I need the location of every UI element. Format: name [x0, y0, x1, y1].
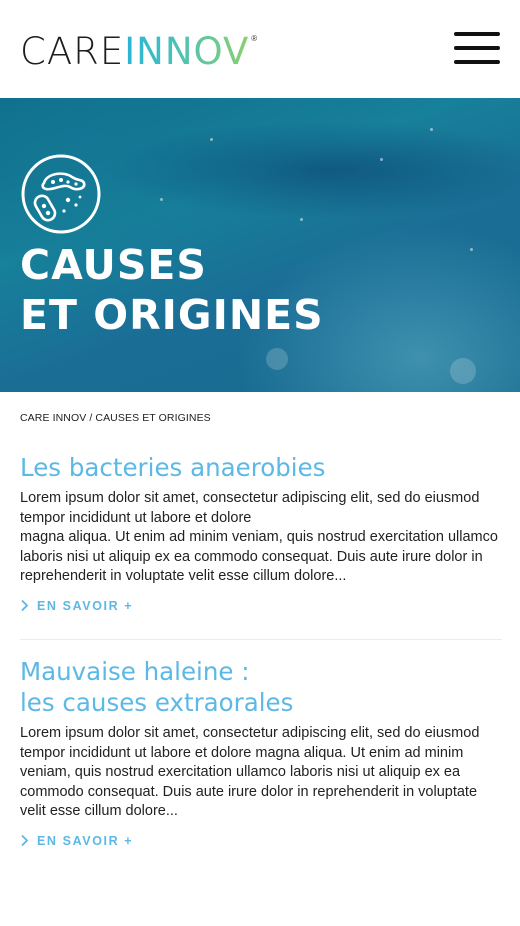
logo-text-care: CARE [20, 30, 125, 73]
article-excerpt: Lorem ipsum dolor sit amet, consectetur adipiscing elit, sed do eiusmod tempor incididunt ut labore et dolore magna aliqua. Ut enim ad minim veniam, quis nostrud exercitation ullamco laboris nisi ut aliquip ex ea commodo consequat. Duis aute irure dolor in reprehenderit in voluptate velit esse cillum dolore... [20, 725, 480, 819]
read-more-link[interactable] [20, 599, 502, 613]
site-header [0, 0, 520, 98]
hero-title-line: ET ORIGINES [20, 291, 324, 339]
decorative-dot [210, 138, 213, 141]
article-excerpt: Lorem ipsum dolor sit amet, consectetur adipiscing elit, sed do eiusmod tempor incididunt ut labore et dolore magna aliqua. Ut enim ad minim veniam, quis nostrud exercitation ullamco laboris nisi ut aliquip ex ea commodo consequat. Duis aute irure dolor in reprehenderit in voluptate velit esse cillum dolore... [20, 490, 498, 584]
article-title[interactable] [20, 452, 502, 483]
hero-title [20, 240, 324, 340]
decorative-dot [300, 218, 303, 221]
hamburger-menu-icon[interactable] [454, 32, 500, 66]
article-title[interactable] [20, 656, 502, 718]
breadcrumb[interactable]: CARE INNOV / CAUSES ET ORIGINES [20, 412, 211, 424]
decorative-bubble [266, 348, 288, 370]
read-more-label: EN SAVOIR + [37, 833, 134, 848]
menu-bar [454, 60, 500, 64]
article-card [20, 452, 502, 613]
logo-trademark: ® [251, 34, 258, 43]
article-title-line: les causes extraorales [20, 688, 294, 717]
read-more-label: EN SAVOIR + [37, 598, 134, 613]
logo-text-innov: INNOV [124, 30, 250, 73]
decorative-dot [380, 158, 383, 161]
chevron-right-icon [20, 834, 29, 847]
careinnov-logo[interactable] [20, 26, 258, 73]
hero-banner [0, 98, 520, 392]
article-card [20, 656, 502, 848]
read-more-link[interactable] [20, 834, 502, 848]
decorative-dot [160, 198, 163, 201]
article-title-line: Mauvaise haleine : [20, 657, 250, 686]
chevron-right-icon [20, 599, 29, 612]
menu-bar [454, 46, 500, 50]
article-title-line: Les bacteries anaerobies [20, 453, 326, 482]
decorative-dot [470, 248, 473, 251]
decorative-dot [430, 128, 433, 131]
decorative-bubble [450, 358, 476, 384]
menu-bar [454, 32, 500, 36]
divider [20, 639, 502, 640]
hero-title-line: CAUSES [20, 241, 207, 289]
bacteria-icon [20, 153, 102, 235]
